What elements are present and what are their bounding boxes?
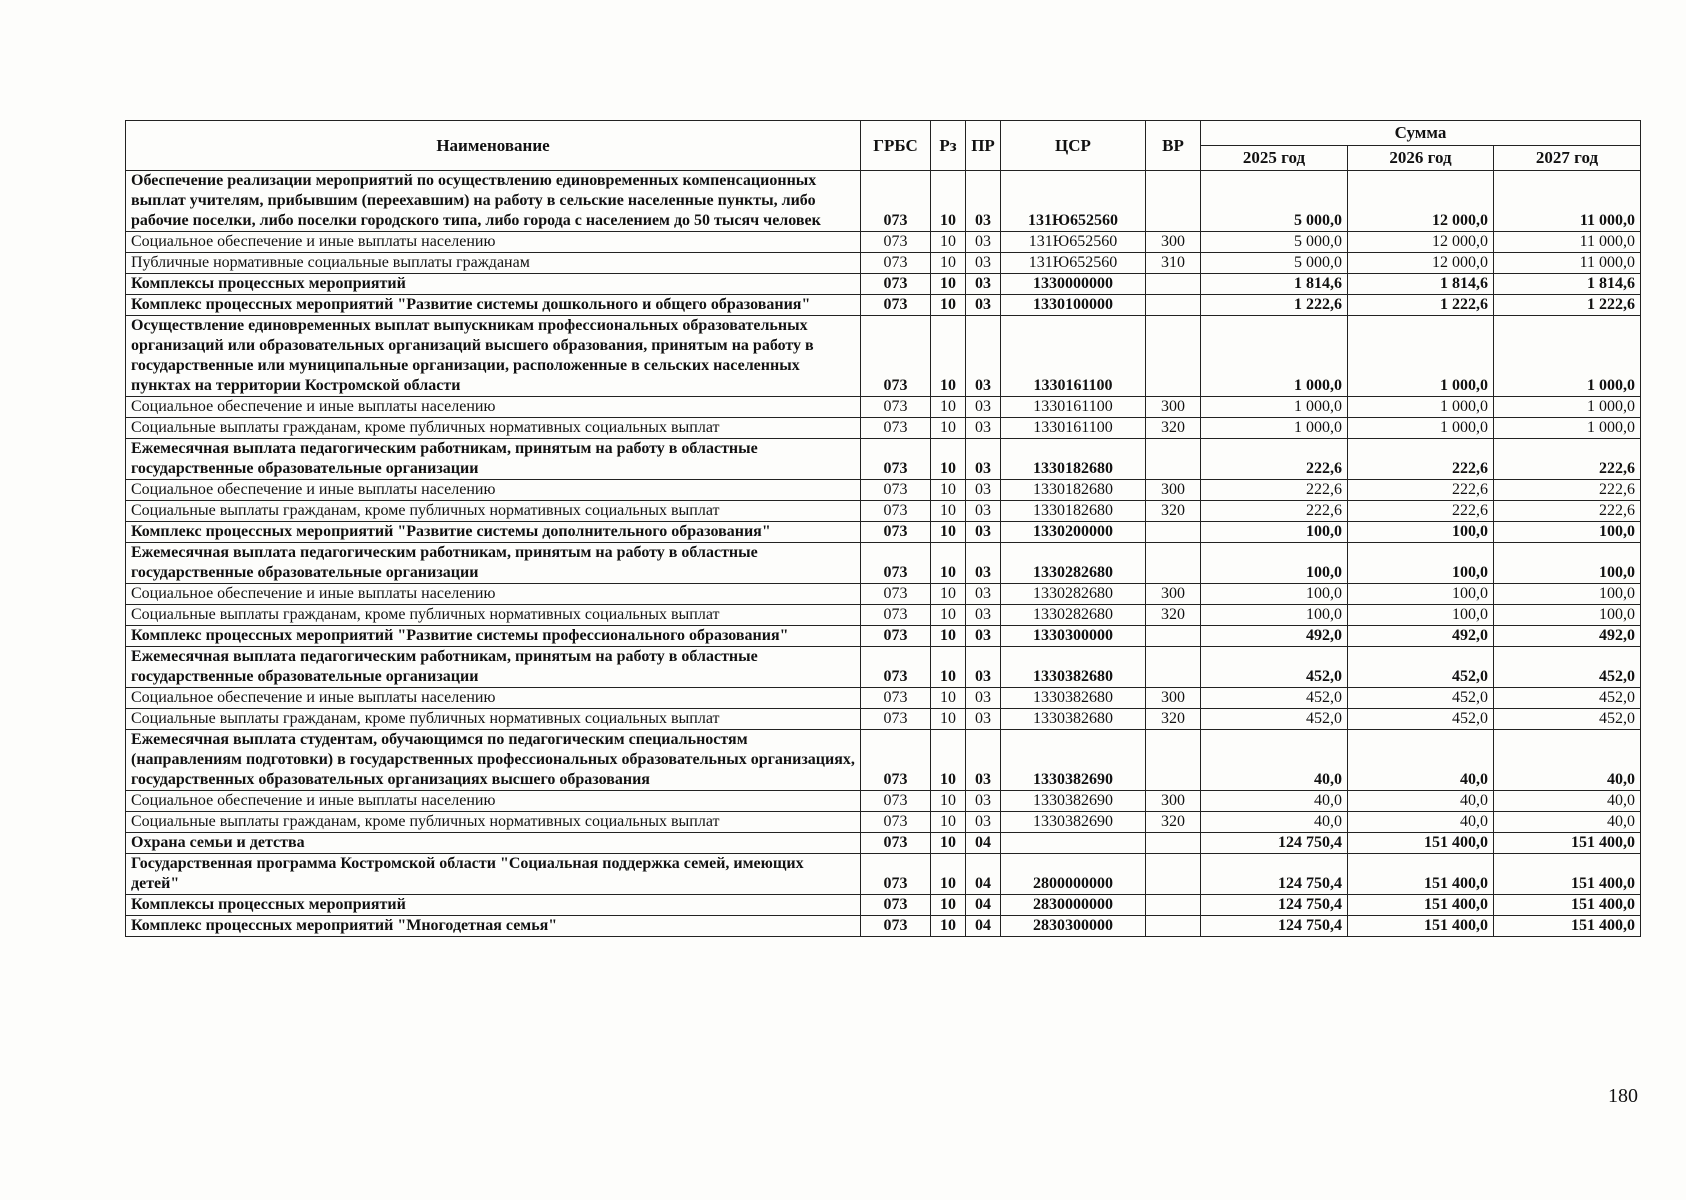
cell-vr (1146, 295, 1201, 316)
cell-csr: 131Ю652560 (1001, 232, 1146, 253)
cell-grbs: 073 (861, 543, 931, 584)
cell-vr (1146, 171, 1201, 232)
cell-sum-2025: 1 000,0 (1201, 316, 1348, 397)
cell-sum-2026: 151 400,0 (1348, 854, 1494, 895)
cell-pr: 04 (966, 854, 1001, 895)
cell-csr: 1330282680 (1001, 543, 1146, 584)
cell-sum-2026: 151 400,0 (1348, 895, 1494, 916)
cell-name: Социальное обеспечение и иные выплаты населению (126, 791, 861, 812)
cell-sum-2027: 1 000,0 (1494, 397, 1641, 418)
cell-csr (1001, 833, 1146, 854)
cell-sum-2025: 492,0 (1201, 626, 1348, 647)
cell-sum-2027: 1 000,0 (1494, 316, 1641, 397)
cell-vr: 320 (1146, 418, 1201, 439)
cell-sum-2027: 100,0 (1494, 605, 1641, 626)
table-row (126, 522, 1641, 543)
cell-rz: 10 (931, 584, 966, 605)
table-row (126, 274, 1641, 295)
cell-sum-2025: 5 000,0 (1201, 171, 1348, 232)
cell-pr: 03 (966, 316, 1001, 397)
cell-rz: 10 (931, 626, 966, 647)
cell-csr: 1330382680 (1001, 647, 1146, 688)
table-row (126, 501, 1641, 522)
cell-rz: 10 (931, 812, 966, 833)
cell-pr: 03 (966, 709, 1001, 730)
cell-sum-2027: 222,6 (1494, 480, 1641, 501)
cell-name: Комплекс процессных мероприятий "Развитие системы дошкольного и общего образования" (126, 295, 861, 316)
cell-sum-2027: 492,0 (1494, 626, 1641, 647)
cell-grbs: 073 (861, 480, 931, 501)
table-header (126, 121, 1641, 171)
cell-sum-2026: 100,0 (1348, 584, 1494, 605)
table-row (126, 647, 1641, 688)
cell-sum-2026: 151 400,0 (1348, 916, 1494, 937)
cell-vr: 320 (1146, 709, 1201, 730)
cell-vr (1146, 439, 1201, 480)
cell-pr: 03 (966, 605, 1001, 626)
cell-csr: 1330300000 (1001, 626, 1146, 647)
cell-rz: 10 (931, 253, 966, 274)
cell-name: Социальные выплаты гражданам, кроме публичных нормативных социальных выплат (126, 812, 861, 833)
cell-sum-2025: 5 000,0 (1201, 232, 1348, 253)
cell-pr: 03 (966, 418, 1001, 439)
cell-sum-2025: 452,0 (1201, 688, 1348, 709)
cell-rz: 10 (931, 730, 966, 791)
cell-vr (1146, 626, 1201, 647)
cell-grbs: 073 (861, 584, 931, 605)
cell-sum-2025: 222,6 (1201, 439, 1348, 480)
cell-csr: 131Ю652560 (1001, 253, 1146, 274)
table-row (126, 916, 1641, 937)
cell-rz: 10 (931, 316, 966, 397)
cell-name: Ежемесячная выплата педагогическим работникам, принятым на работу в областные государственные образовательные организации (126, 439, 861, 480)
cell-grbs: 073 (861, 916, 931, 937)
cell-vr (1146, 647, 1201, 688)
cell-csr: 1330382690 (1001, 812, 1146, 833)
cell-csr: 1330282680 (1001, 584, 1146, 605)
cell-rz: 10 (931, 397, 966, 418)
cell-vr (1146, 833, 1201, 854)
cell-rz: 10 (931, 232, 966, 253)
cell-name: Социальные выплаты гражданам, кроме публичных нормативных социальных выплат (126, 418, 861, 439)
table-row (126, 543, 1641, 584)
cell-csr: 131Ю652560 (1001, 171, 1146, 232)
cell-csr: 1330161100 (1001, 316, 1146, 397)
cell-rz: 10 (931, 791, 966, 812)
table-row (126, 730, 1641, 791)
cell-sum-2026: 12 000,0 (1348, 171, 1494, 232)
cell-csr: 1330182680 (1001, 501, 1146, 522)
cell-rz: 10 (931, 543, 966, 584)
cell-vr: 320 (1146, 812, 1201, 833)
cell-sum-2026: 151 400,0 (1348, 833, 1494, 854)
cell-name: Комплекс процессных мероприятий "Развитие системы профессионального образования" (126, 626, 861, 647)
cell-vr: 300 (1146, 791, 1201, 812)
cell-sum-2027: 11 000,0 (1494, 253, 1641, 274)
cell-name: Социальные выплаты гражданам, кроме публичных нормативных социальных выплат (126, 501, 861, 522)
cell-sum-2026: 1 000,0 (1348, 397, 1494, 418)
cell-rz: 10 (931, 171, 966, 232)
cell-sum-2027: 222,6 (1494, 501, 1641, 522)
header-name: Наименование (126, 121, 861, 171)
cell-vr (1146, 522, 1201, 543)
header-rz: Рз (931, 121, 966, 171)
cell-rz: 10 (931, 439, 966, 480)
table-row (126, 584, 1641, 605)
header-year-2025: 2025 год (1201, 146, 1348, 171)
cell-name: Ежемесячная выплата педагогическим работникам, принятым на работу в областные государственные образовательные организации (126, 543, 861, 584)
cell-grbs: 073 (861, 791, 931, 812)
cell-name: Государственная программа Костромской области "Социальная поддержка семей, имеющих детей" (126, 854, 861, 895)
cell-sum-2027: 40,0 (1494, 730, 1641, 791)
cell-sum-2025: 124 750,4 (1201, 833, 1348, 854)
cell-sum-2026: 222,6 (1348, 480, 1494, 501)
table-row (126, 418, 1641, 439)
cell-sum-2027: 1 000,0 (1494, 418, 1641, 439)
table-row (126, 605, 1641, 626)
cell-grbs: 073 (861, 253, 931, 274)
cell-name: Ежемесячная выплата педагогическим работникам, принятым на работу в областные государственные образовательные организации (126, 647, 861, 688)
cell-vr: 300 (1146, 397, 1201, 418)
cell-rz: 10 (931, 274, 966, 295)
cell-csr: 1330382680 (1001, 688, 1146, 709)
cell-sum-2027: 452,0 (1494, 647, 1641, 688)
cell-pr: 03 (966, 812, 1001, 833)
cell-sum-2027: 100,0 (1494, 522, 1641, 543)
cell-sum-2026: 40,0 (1348, 791, 1494, 812)
cell-pr: 03 (966, 232, 1001, 253)
table-row (126, 295, 1641, 316)
cell-pr: 03 (966, 543, 1001, 584)
cell-vr (1146, 895, 1201, 916)
cell-sum-2026: 452,0 (1348, 688, 1494, 709)
cell-sum-2025: 100,0 (1201, 605, 1348, 626)
cell-rz: 10 (931, 480, 966, 501)
cell-grbs: 073 (861, 501, 931, 522)
cell-grbs: 073 (861, 295, 931, 316)
cell-sum-2027: 452,0 (1494, 688, 1641, 709)
cell-vr (1146, 916, 1201, 937)
cell-name: Публичные нормативные социальные выплаты гражданам (126, 253, 861, 274)
cell-sum-2025: 222,6 (1201, 501, 1348, 522)
cell-vr: 300 (1146, 688, 1201, 709)
header-csr: ЦСР (1001, 121, 1146, 171)
cell-csr: 1330161100 (1001, 397, 1146, 418)
cell-pr: 03 (966, 584, 1001, 605)
cell-sum-2027: 1 814,6 (1494, 274, 1641, 295)
cell-name: Обеспечение реализации мероприятий по осуществлению единовременных компенсационных выплат учителям, прибывшим (переехавшим) на работу в сельские населенные пункты, либо рабочие поселки, либо поселки городского типа, либо города с населением до 50 тысяч человек (126, 171, 861, 232)
cell-grbs: 073 (861, 626, 931, 647)
cell-grbs: 073 (861, 647, 931, 688)
cell-grbs: 073 (861, 709, 931, 730)
table-row (126, 316, 1641, 397)
cell-sum-2025: 1 222,6 (1201, 295, 1348, 316)
cell-pr: 03 (966, 791, 1001, 812)
cell-sum-2026: 1 814,6 (1348, 274, 1494, 295)
cell-csr: 1330182680 (1001, 480, 1146, 501)
cell-sum-2026: 100,0 (1348, 605, 1494, 626)
cell-pr: 03 (966, 480, 1001, 501)
cell-pr: 04 (966, 833, 1001, 854)
cell-sum-2025: 100,0 (1201, 543, 1348, 584)
cell-pr: 04 (966, 916, 1001, 937)
cell-pr: 03 (966, 253, 1001, 274)
cell-sum-2026: 100,0 (1348, 522, 1494, 543)
cell-sum-2027: 151 400,0 (1494, 916, 1641, 937)
cell-name: Социальные выплаты гражданам, кроме публичных нормативных социальных выплат (126, 709, 861, 730)
cell-sum-2025: 452,0 (1201, 647, 1348, 688)
cell-sum-2025: 5 000,0 (1201, 253, 1348, 274)
cell-sum-2026: 492,0 (1348, 626, 1494, 647)
cell-sum-2026: 222,6 (1348, 501, 1494, 522)
cell-sum-2026: 222,6 (1348, 439, 1494, 480)
cell-rz: 10 (931, 895, 966, 916)
cell-name: Социальное обеспечение и иные выплаты населению (126, 688, 861, 709)
cell-sum-2027: 1 222,6 (1494, 295, 1641, 316)
cell-name: Комплекс процессных мероприятий "Развитие системы дополнительного образования" (126, 522, 861, 543)
cell-sum-2027: 151 400,0 (1494, 833, 1641, 854)
cell-grbs: 073 (861, 730, 931, 791)
cell-sum-2026: 12 000,0 (1348, 232, 1494, 253)
cell-grbs: 073 (861, 854, 931, 895)
cell-rz: 10 (931, 522, 966, 543)
cell-sum-2027: 40,0 (1494, 812, 1641, 833)
cell-pr: 03 (966, 522, 1001, 543)
cell-rz: 10 (931, 501, 966, 522)
header-sum: Сумма (1201, 121, 1641, 146)
cell-rz: 10 (931, 709, 966, 730)
cell-grbs: 073 (861, 171, 931, 232)
page-number: 180 (1608, 1085, 1638, 1107)
cell-pr: 03 (966, 171, 1001, 232)
cell-rz: 10 (931, 647, 966, 688)
cell-sum-2026: 40,0 (1348, 730, 1494, 791)
cell-sum-2026: 1 000,0 (1348, 316, 1494, 397)
cell-grbs: 073 (861, 397, 931, 418)
cell-sum-2026: 1 222,6 (1348, 295, 1494, 316)
cell-pr: 03 (966, 295, 1001, 316)
cell-pr: 03 (966, 501, 1001, 522)
table-row (126, 895, 1641, 916)
cell-rz: 10 (931, 854, 966, 895)
cell-csr: 1330382690 (1001, 791, 1146, 812)
cell-name: Социальное обеспечение и иные выплаты населению (126, 232, 861, 253)
table-row (126, 232, 1641, 253)
table-row (126, 397, 1641, 418)
cell-csr: 1330282680 (1001, 605, 1146, 626)
cell-sum-2025: 1 000,0 (1201, 397, 1348, 418)
cell-sum-2027: 11 000,0 (1494, 232, 1641, 253)
cell-csr: 1330200000 (1001, 522, 1146, 543)
cell-grbs: 073 (861, 418, 931, 439)
cell-grbs: 073 (861, 316, 931, 397)
cell-sum-2027: 100,0 (1494, 584, 1641, 605)
table-row (126, 791, 1641, 812)
cell-csr: 1330161100 (1001, 418, 1146, 439)
table-row (126, 439, 1641, 480)
cell-pr: 03 (966, 439, 1001, 480)
table-row (126, 480, 1641, 501)
cell-sum-2025: 124 750,4 (1201, 895, 1348, 916)
cell-pr: 03 (966, 274, 1001, 295)
cell-vr (1146, 730, 1201, 791)
cell-name: Комплексы процессных мероприятий (126, 274, 861, 295)
cell-grbs: 073 (861, 522, 931, 543)
cell-sum-2025: 40,0 (1201, 812, 1348, 833)
cell-grbs: 073 (861, 895, 931, 916)
cell-name: Охрана семьи и детства (126, 833, 861, 854)
cell-sum-2025: 40,0 (1201, 791, 1348, 812)
cell-rz: 10 (931, 833, 966, 854)
cell-grbs: 073 (861, 688, 931, 709)
table-row (126, 688, 1641, 709)
cell-vr (1146, 543, 1201, 584)
cell-pr: 03 (966, 397, 1001, 418)
cell-name: Социальное обеспечение и иные выплаты населению (126, 397, 861, 418)
header-grbs: ГРБС (861, 121, 931, 171)
cell-pr: 03 (966, 730, 1001, 791)
cell-vr: 320 (1146, 501, 1201, 522)
cell-csr: 2830000000 (1001, 895, 1146, 916)
cell-sum-2025: 222,6 (1201, 480, 1348, 501)
cell-grbs: 073 (861, 605, 931, 626)
cell-sum-2026: 452,0 (1348, 647, 1494, 688)
cell-sum-2027: 11 000,0 (1494, 171, 1641, 232)
cell-pr: 03 (966, 647, 1001, 688)
cell-sum-2027: 222,6 (1494, 439, 1641, 480)
cell-sum-2025: 1 814,6 (1201, 274, 1348, 295)
cell-sum-2027: 100,0 (1494, 543, 1641, 584)
cell-csr: 1330182680 (1001, 439, 1146, 480)
cell-sum-2027: 151 400,0 (1494, 854, 1641, 895)
header-vr: ВР (1146, 121, 1201, 171)
cell-name: Социальное обеспечение и иные выплаты населению (126, 584, 861, 605)
cell-sum-2025: 100,0 (1201, 584, 1348, 605)
cell-pr: 03 (966, 626, 1001, 647)
cell-grbs: 073 (861, 439, 931, 480)
cell-vr (1146, 274, 1201, 295)
cell-sum-2025: 100,0 (1201, 522, 1348, 543)
cell-csr: 1330382690 (1001, 730, 1146, 791)
cell-csr: 1330100000 (1001, 295, 1146, 316)
cell-grbs: 073 (861, 232, 931, 253)
cell-name: Комплекс процессных мероприятий "Многодетная семья" (126, 916, 861, 937)
table-row (126, 812, 1641, 833)
cell-name: Социальные выплаты гражданам, кроме публичных нормативных социальных выплат (126, 605, 861, 626)
cell-pr: 03 (966, 688, 1001, 709)
cell-rz: 10 (931, 295, 966, 316)
table-row (126, 833, 1641, 854)
cell-sum-2025: 124 750,4 (1201, 916, 1348, 937)
cell-csr: 2800000000 (1001, 854, 1146, 895)
cell-vr: 320 (1146, 605, 1201, 626)
cell-name: Социальное обеспечение и иные выплаты населению (126, 480, 861, 501)
cell-rz: 10 (931, 418, 966, 439)
cell-sum-2025: 124 750,4 (1201, 854, 1348, 895)
cell-sum-2027: 151 400,0 (1494, 895, 1641, 916)
cell-csr: 1330000000 (1001, 274, 1146, 295)
cell-sum-2026: 40,0 (1348, 812, 1494, 833)
table-row (126, 854, 1641, 895)
cell-rz: 10 (931, 605, 966, 626)
cell-sum-2027: 40,0 (1494, 791, 1641, 812)
header-pr: ПР (966, 121, 1001, 171)
budget-table (125, 120, 1641, 937)
cell-grbs: 073 (861, 812, 931, 833)
header-year-2027: 2027 год (1494, 146, 1641, 171)
cell-sum-2025: 40,0 (1201, 730, 1348, 791)
cell-vr (1146, 854, 1201, 895)
cell-sum-2026: 100,0 (1348, 543, 1494, 584)
cell-name: Осуществление единовременных выплат выпускникам профессиональных образовательных организаций или образовательных организаций высшего образования, принятым на работу в государственные или муниципальные организации, расположенные в сельских населенных пунктах на территории Костромской области (126, 316, 861, 397)
cell-sum-2026: 12 000,0 (1348, 253, 1494, 274)
cell-vr (1146, 316, 1201, 397)
table-row (126, 171, 1641, 232)
cell-rz: 10 (931, 688, 966, 709)
cell-vr: 310 (1146, 253, 1201, 274)
cell-rz: 10 (931, 916, 966, 937)
table-row (126, 626, 1641, 647)
cell-vr: 300 (1146, 232, 1201, 253)
cell-grbs: 073 (861, 833, 931, 854)
cell-pr: 04 (966, 895, 1001, 916)
cell-sum-2026: 1 000,0 (1348, 418, 1494, 439)
cell-grbs: 073 (861, 274, 931, 295)
cell-vr: 300 (1146, 584, 1201, 605)
cell-name: Комплексы процессных мероприятий (126, 895, 861, 916)
cell-sum-2027: 452,0 (1494, 709, 1641, 730)
cell-csr: 1330382680 (1001, 709, 1146, 730)
table-row (126, 709, 1641, 730)
cell-sum-2025: 452,0 (1201, 709, 1348, 730)
cell-sum-2026: 452,0 (1348, 709, 1494, 730)
table-row (126, 253, 1641, 274)
table-body (126, 171, 1641, 937)
cell-sum-2025: 1 000,0 (1201, 418, 1348, 439)
cell-name: Ежемесячная выплата студентам, обучающимся по педагогическим специальностям (направлениям подготовки) в государственных профессиональных образовательных организациях, государственных образовательных организациях высшего образования (126, 730, 861, 791)
cell-vr: 300 (1146, 480, 1201, 501)
cell-csr: 2830300000 (1001, 916, 1146, 937)
header-year-2026: 2026 год (1348, 146, 1494, 171)
